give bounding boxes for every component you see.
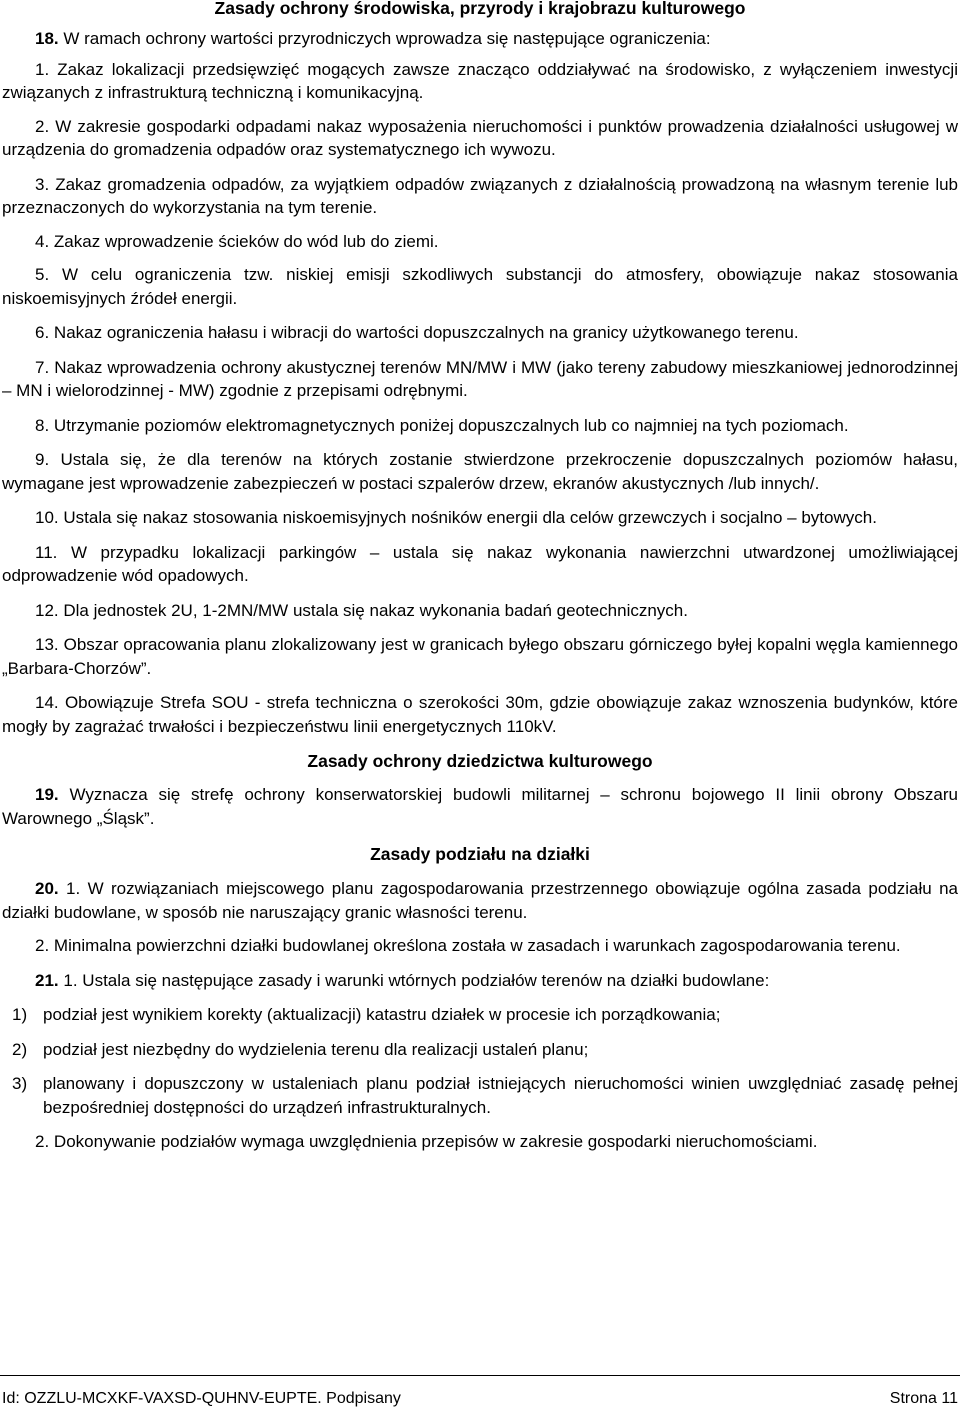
- par18-item-5: [2, 263, 958, 310]
- paragraph-number: 21.: [35, 970, 59, 990]
- par18-item-14: [2, 691, 958, 738]
- item-text: Zakaz gromadzenia odpadów, za wyjątkiem odpadów związanych z działalnością prowadzoną na własnym terenie lub przeznaczonych do wykorzystania na tym terenie.: [2, 174, 959, 217]
- par18-item-12: [2, 599, 958, 623]
- item-text: Dokonywanie podziałów wymaga uwzględnienia przepisów w zakresie gospodarki nieruchomościami.: [53, 1132, 818, 1151]
- footer-divider: [0, 1375, 960, 1376]
- par21-subitem-1: [2, 1003, 958, 1027]
- item-text: Utrzymanie poziomów elektromagnetycznych poniżej dopuszczalnych lub co najmniej na tych poziomach.: [53, 415, 849, 435]
- item-number: 5.: [35, 265, 50, 284]
- par18-item-8: [2, 414, 958, 438]
- document-id: Id: OZZLU-MCXKF-VAXSD-QUHNV-EUPTE. Podpisany: [2, 1390, 401, 1407]
- subitem-text: podział jest wynikiem korekty (aktualizacji) katastru działek w procesie ich porządkowania;: [43, 1005, 721, 1024]
- subitem-text: podział jest niezbędny do wydzielenia terenu dla realizacji ustaleń planu;: [43, 1039, 589, 1059]
- paragraph-18-intro: [2, 27, 958, 51]
- subitem-text: planowany i dopuszczony w ustaleniach planu podział istniejących nieruchomości winien uwzględniać zasadę pełnej bezpośredniej dostępności do urządzeń infrastrukturalnych.: [43, 1074, 958, 1117]
- par18-item-4: [2, 230, 958, 254]
- item-number: 11.: [35, 542, 58, 562]
- par18-item-3: [2, 173, 958, 220]
- item-number: 10.: [35, 508, 59, 527]
- paragraph-20-item-2: [2, 934, 958, 958]
- paragraph-21-item-2: [2, 1130, 958, 1154]
- par18-item-9: [2, 448, 958, 495]
- item-number: 2.: [35, 1132, 50, 1151]
- item-number: 1.: [66, 879, 81, 898]
- item-text: Dla jednostek 2U, 1-2MN/MW ustala się nakaz wykonania badań geotechnicznych.: [63, 600, 688, 620]
- paragraph-text: Wyznacza się strefę ochrony konserwatorskiej budowli militarnej – schronu bojowego II linii obrony Obszaru Warownego „Śląsk”.: [2, 785, 958, 828]
- item-text: Ustala się następujące zasady i warunki wtórnych podziałów terenów na działki budowlane:: [82, 970, 770, 990]
- item-text: W rozwiązaniach miejscowego planu zagospodarowania przestrzennego obowiązuje ogólna zasada podziału na działki budowlane, w sposób nie naruszający granic własności terenu.: [2, 879, 958, 922]
- subitem-number: 2): [12, 1039, 28, 1059]
- section-heading-environment: Zasady ochrony środowiska, przyrody i krajobrazu kulturowego: [214, 0, 746, 18]
- item-text: Obowiązuje Strefa SOU - strefa techniczna o szerokości 30m, gdzie obowiązuje zakaz wznoszenia budynków, które mogły by zagrażać trwałości i bezpieczeństwu linii energetycznych 110kV.: [2, 693, 958, 736]
- item-text: Zakaz lokalizacji przedsięwzięć mogących zawsze znacząco oddziaływać na środowisko, z wyłączeniem inwestycji związanych z infrastrukturą techniczną i komunikacyjną.: [2, 59, 958, 102]
- item-number: 8.: [35, 415, 50, 435]
- item-number: 1.: [63, 970, 78, 990]
- item-number: 1.: [35, 59, 50, 79]
- item-text: W przypadku lokalizacji parkingów – ustala się nakaz wykonania nawierzchni utwardzonej umożliwiającej odprowadzenie wód opadowych.: [2, 542, 958, 585]
- paragraph-text: W ramach ochrony wartości przyrodniczych wprowadza się następujące ograniczenia:: [63, 29, 711, 48]
- par21-subitem-2: [2, 1038, 958, 1062]
- item-text: W zakresie gospodarki odpadami nakaz wyposażenia nieruchomości i punktów prowadzenia działalności usługowej w urządzenia do gromadzenia odpadów oraz systematycznego ich wywozu.: [2, 116, 958, 159]
- section-heading-heritage: Zasady ochrony dziedzictwa kulturowego: [307, 751, 653, 771]
- item-number: 13.: [35, 635, 59, 654]
- par18-item-7: [2, 356, 958, 403]
- paragraph-21-item-1: [2, 969, 958, 993]
- par18-item-11: [2, 541, 958, 588]
- section-heading-division: Zasady podziału na działki: [370, 844, 590, 864]
- item-number: 4.: [35, 231, 50, 251]
- item-text: Ustala się, że dla terenów na których zostanie stwierdzone przekroczenie dopuszczalnych poziomów hałasu, wymagane jest wprowadzenie zabezpieczeń w postaci szpalerów drzew, ekranów akustycznych /lub innych/.: [2, 450, 958, 493]
- paragraph-number: 20.: [35, 879, 59, 898]
- item-text: Zakaz wprowadzenie ścieków do wód lub do ziemi.: [53, 231, 439, 251]
- page-number: Strona 11: [889, 1390, 958, 1407]
- item-number: 14.: [35, 693, 59, 712]
- paragraph-number: 18.: [35, 29, 59, 48]
- item-text: Ustala się nakaz stosowania niskoemisyjnych nośników energii dla celów grzewczych i socjalno – bytowych.: [63, 508, 877, 527]
- item-number: 2.: [35, 116, 50, 136]
- item-number: 3.: [35, 174, 50, 194]
- item-number: 7.: [35, 357, 50, 377]
- subitem-number: 1): [12, 1005, 28, 1024]
- item-text: Minimalna powierzchni działki budowlanej określona została w zasadach i warunkach zagospodarowania terenu.: [53, 936, 901, 955]
- subitem-number: 3): [12, 1074, 28, 1093]
- item-number: 12.: [35, 600, 59, 620]
- item-text: Obszar opracowania planu zlokalizowany jest w granicach byłego obszaru górniczego byłej kopalni węgla kamiennego „Barbara-Chorzów”.: [2, 635, 958, 678]
- par18-item-1: [2, 58, 958, 105]
- item-text: Nakaz ograniczenia hałasu i wibracji do wartości dopuszczalnych na granicy użytkowanego terenu.: [53, 323, 799, 342]
- item-text: W celu ograniczenia tzw. niskiej emisji szkodliwych substancji do atmosfery, obowiązuje nakaz stosowania niskoemisyjnych źródeł energii.: [2, 265, 958, 308]
- par18-item-13: [2, 633, 958, 680]
- paragraph-20-item-1: [2, 877, 958, 924]
- item-text: Nakaz wprowadzenia ochrony akustycznej terenów MN/MW i MW (jako tereny zabudowy mieszkaniowej jednorodzinnej – MN i wielorodzinnej - MW) zgodnie z przepisami odrębnymi.: [2, 357, 958, 400]
- par18-item-6: [2, 321, 958, 345]
- item-number: 2.: [35, 936, 50, 955]
- item-number: 6.: [35, 323, 50, 342]
- par18-item-10: [2, 506, 958, 530]
- item-number: 9.: [35, 450, 50, 469]
- paragraph-number: 19.: [35, 785, 59, 804]
- par18-item-2: [2, 115, 958, 162]
- page-footer: [2, 1389, 958, 1409]
- paragraph-19: [2, 783, 958, 830]
- par21-subitem-3: [2, 1072, 958, 1119]
